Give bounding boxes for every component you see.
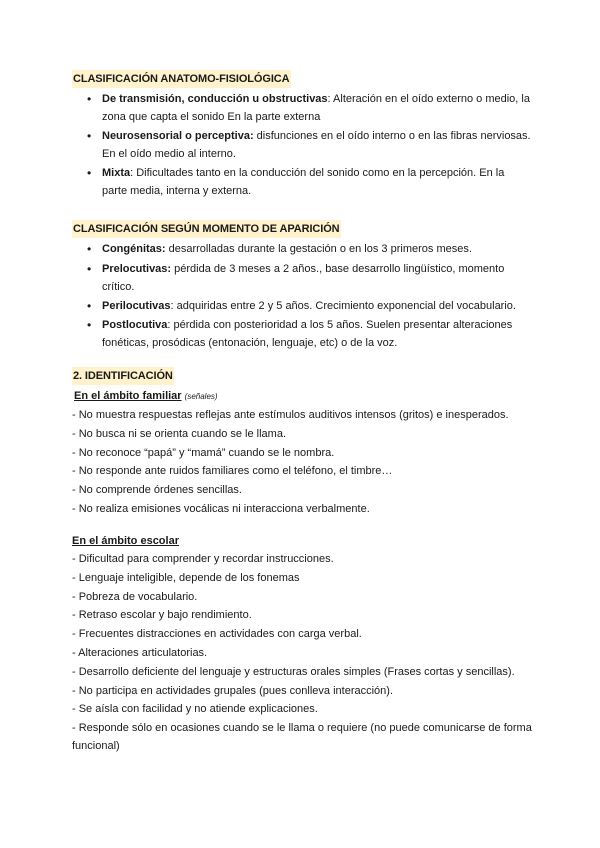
list-line: - Retraso escolar y bajo rendimiento. bbox=[72, 609, 252, 622]
definition: : pérdida con posterioridad a los 5 años. Suelen presentar alteraciones fonéticas, prosódicas (entonación, lenguaje, etc) o de la voz. bbox=[102, 318, 513, 349]
bullet-list bbox=[72, 90, 532, 200]
list-item bbox=[72, 240, 532, 258]
definition: : adquiridas entre 2 y 5 años. Crecimiento exponencial del vocabulario. bbox=[170, 299, 516, 312]
term: Congénitas: bbox=[102, 243, 166, 256]
list-line: - Desarrollo deficiente del lenguaje y estructuras orales simples (Frases cortas y sencillas). bbox=[72, 665, 515, 678]
term: Mixta bbox=[102, 167, 131, 180]
term: Neurosensorial o perceptiva: bbox=[102, 130, 254, 143]
escolar-list bbox=[72, 550, 532, 755]
definition: disfunciones en el oído interno o en las fibras nerviosas. En el oído medio al interno. bbox=[102, 130, 531, 161]
list-line: - No muestra respuestas reflejas ante estímulos auditivos intensos (gritos) e inesperados. bbox=[72, 408, 509, 421]
list-line: - Se aísla con facilidad y no atiende explicaciones. bbox=[72, 703, 318, 716]
subsection-escolar bbox=[72, 532, 532, 550]
list-item bbox=[72, 316, 532, 352]
list-line: - No participa en actividades grupales (pues conlleva interacción). bbox=[72, 684, 394, 697]
list-line: - Alteraciones articulatorias. bbox=[72, 646, 208, 659]
section-heading: CLASIFICACIÓN SEGÚN MOMENTO DE APARICIÓN bbox=[72, 220, 341, 238]
list-line: - Lenguaje inteligible, depende de los fonemas bbox=[72, 571, 300, 584]
list-line: - Pobreza de vocabulario. bbox=[72, 590, 198, 603]
list-item bbox=[72, 297, 532, 315]
subsection-title: En el ámbito familiar bbox=[74, 389, 182, 402]
list-line: - Responde sólo en ocasiones cuando se le llama o requiere (no puede comunicarse de forma funcional) bbox=[72, 722, 532, 753]
section-heading: 2. IDENTIFICACIÓN bbox=[72, 367, 174, 385]
subsection-familiar bbox=[72, 387, 532, 406]
term: Prelocutivas: bbox=[102, 262, 172, 275]
list-item bbox=[72, 90, 532, 126]
list-line: - Frecuentes distracciones en actividades con carga verbal. bbox=[72, 628, 362, 641]
list-line: - Dificultad para comprender y recordar instrucciones. bbox=[72, 552, 334, 565]
list-line: - No reconoce “papá” y “mamá” cuando se le nombra. bbox=[72, 446, 335, 459]
list-line: - No responde ante ruidos familiares como el teléfono, el timbre… bbox=[72, 465, 393, 478]
list-line: - No busca ni se orienta cuando se le llama. bbox=[72, 427, 287, 440]
definition: pérdida de 3 meses a 2 años., base desarrollo lingüístico, momento crítico. bbox=[102, 262, 505, 293]
list-line: - No realiza emisiones vocálicas ni interacciona verbalmente. bbox=[72, 502, 370, 515]
section-momento-aparicion bbox=[72, 220, 532, 352]
definition: : Alteración en el oído externo o medio, la zona que capta el sonido En la parte externa bbox=[102, 93, 530, 123]
term: Postlocutiva bbox=[102, 318, 168, 331]
list-line: - No comprende órdenes sencillas. bbox=[72, 484, 242, 497]
definition: : Dificultades tanto en la conducción del sonido como en la percepción. En la parte media, interna y externa. bbox=[102, 167, 505, 198]
subsection-title: En el ámbito escolar bbox=[72, 534, 179, 547]
section-identificacion bbox=[72, 367, 532, 755]
list-item bbox=[72, 127, 532, 163]
document-page bbox=[72, 66, 532, 756]
list-item bbox=[72, 260, 532, 296]
term: De transmisión, conducción u obstructivas bbox=[102, 93, 328, 105]
section-heading: CLASIFICACIÓN ANATOMO-FISIOLÓGICA bbox=[72, 70, 291, 88]
bullet-list bbox=[72, 240, 532, 352]
subsection-note: (señales) bbox=[184, 391, 218, 401]
list-item bbox=[72, 164, 532, 200]
section-anatomo-fisiologica bbox=[72, 70, 532, 200]
term: Perilocutivas bbox=[102, 299, 171, 312]
definition: desarrolladas durante la gestación o en los 3 primeros meses. bbox=[165, 243, 472, 256]
familiar-list bbox=[72, 406, 532, 518]
